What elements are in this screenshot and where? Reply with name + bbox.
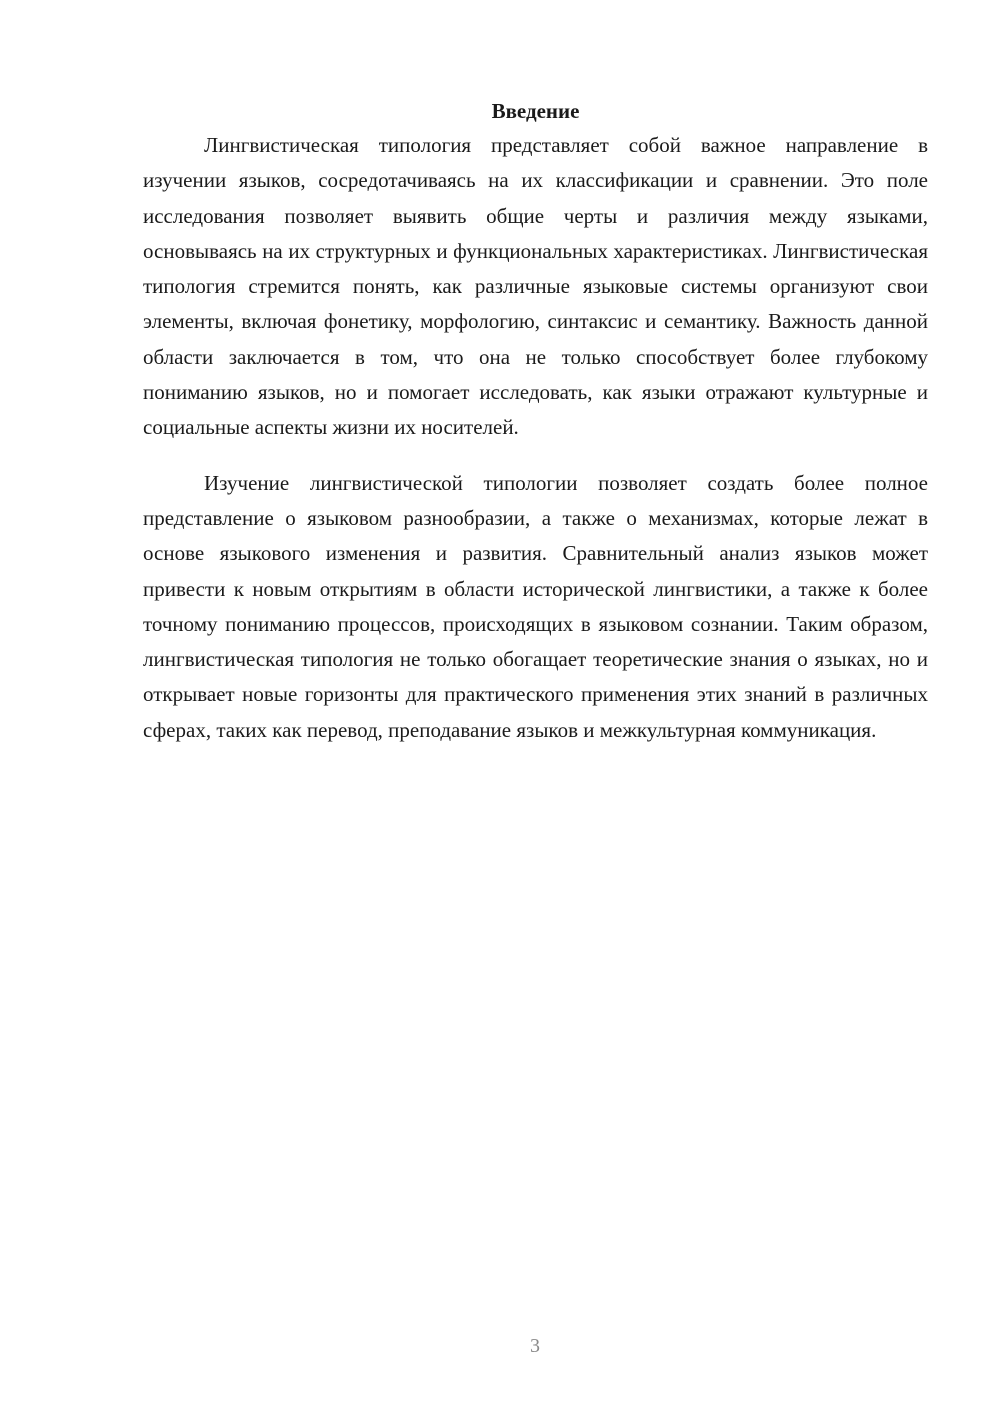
paragraph-2: Изучение лингвистической типологии позволяет создать более полное представление о языковом разнообразии, а также о механизмах, которые лежат в основе языкового изменения и развития. Сравнительный анализ языков может привести к новым открытиям в области исторической лингвистики, а также к более точному пониманию процессов, происходящих в языковом сознании. Таким образом, лингвистическая типология не только обогащает теоретические знания о языках, но и открывает новые горизонты для практического применения этих знаний в различных сферах, таких как перевод, преподавание языков и межкультурная коммуникация. [143,470,928,742]
page-number: 3 [530,1335,540,1357]
paragraph-1: Лингвистическая типология представляет собой важное направление в изучении языков, сосредотачиваясь на их классификации и сравнении. Это поле исследования позволяет выявить общие черты и различия между языками, основываясь на их структурных и функциональных характеристиках. Лингвистическая типология стремится понять, как различные языковые системы организуют свои элементы, включая фонетику, морфологию, синтаксис и семантику. Важность данной области заключается в том, что она не только способствует более глубокому пониманию языков, но и помогает исследовать, как языки отражают культурные и социальные аспекты жизни их носителей. [143,133,928,440]
section-title: Введение [491,99,580,123]
page-content [143,94,928,748]
